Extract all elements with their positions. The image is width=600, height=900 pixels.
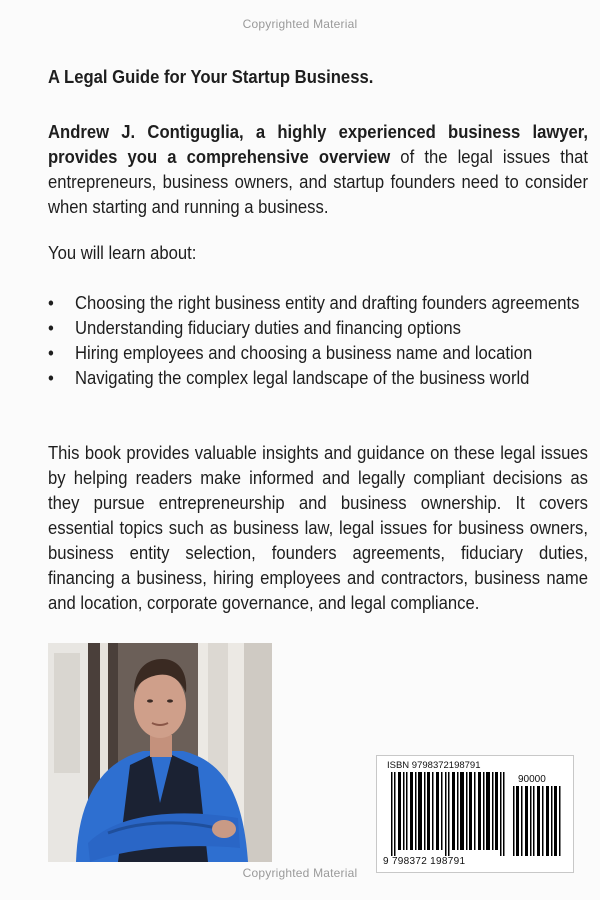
barcode-price-code: 90000 <box>518 774 546 785</box>
bullet-icon: • <box>48 317 54 338</box>
barcode-addon-bars-icon <box>513 786 563 856</box>
cover-heading: A Legal Guide for Your Startup Business. <box>48 66 374 87</box>
barcode-bars-icon <box>391 772 505 856</box>
barcode-digits: 9 798372 198791 <box>383 856 466 867</box>
list-item: • Choosing the right business entity and drafting founders agreements <box>48 292 580 313</box>
topics-list <box>48 290 588 390</box>
copyright-watermark-top: Copyrighted Material <box>242 17 358 31</box>
bullet-icon: • <box>48 342 54 363</box>
bullet-icon: • <box>48 367 54 388</box>
intro-bold-text: Andrew J. Contiguglia, a highly experienced business lawyer, provides you a comprehensive overview <box>48 121 588 167</box>
list-item: • Understanding fiduciary duties and financing options <box>48 317 461 338</box>
learn-label: You will learn about: <box>48 242 197 263</box>
bullet-icon: • <box>48 292 54 313</box>
intro-paragraph <box>48 119 588 219</box>
list-item: • Navigating the complex legal landscape of the business world <box>48 367 530 388</box>
list-item: • Hiring employees and choosing a business name and location <box>48 342 533 363</box>
description-paragraph: This book provides valuable insights and guidance on these legal issues by helping readers make informed and legally compliant decisions as they pursue entrepreneurship and business ownership. It covers essential topics such as business law, legal issues for business owners, business entity selection, founders agreements, fiduciary duties, financing a business, hiring employees and contractors, business name and location, corporate governance, and legal compliance. <box>48 442 588 613</box>
copyright-watermark-bottom: Copyrighted Material <box>242 866 358 880</box>
isbn-barcode <box>376 755 574 873</box>
intro-rest-text: of the legal issues that entrepreneurs, business owners, and startup founders need to consider when starting and running a business. <box>48 146 588 217</box>
author-photo <box>48 643 272 862</box>
isbn-label: ISBN 9798372198791 <box>387 760 481 771</box>
